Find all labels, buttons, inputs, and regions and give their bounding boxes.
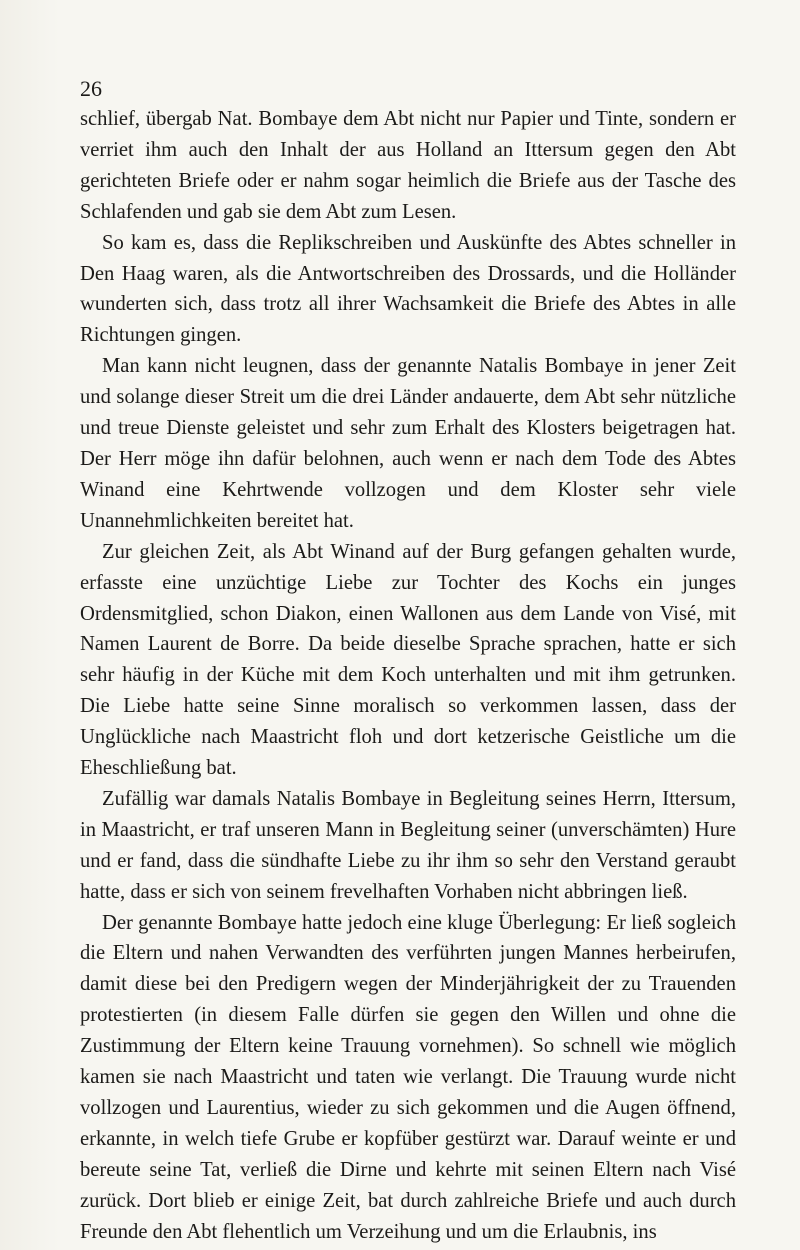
paragraph-4: Zur gleichen Zeit, als Abt Winand auf der Burg gefangen gehalten wurde, erfasste eine unzüchtige Liebe zur Tochter des Kochs ein junges Ordensmitglied, schon Diakon, einen Wallonen aus dem Lande von Visé, mit Namen Laurent de Borre. Da beide dieselbe Sprache sprachen, hatte er sich sehr häufig in der Küche mit dem Koch unterhalten und mit ihm getrunken. Die Liebe hatte seine Sinne moralisch so verkommen lassen, dass der Unglückliche nach Maastricht floh und dort ketzerische Geistliche um die Eheschließung bat. [80,540,736,780]
paragraph-5: Zufällig war damals Natalis Bombaye in Begleitung seines Herrn, Ittersum, in Maastricht, er traf unseren Mann in Begleitung seiner (unverschämten) Hure und er fand, dass die sündhafte Liebe zu ihr ihm so sehr den Verstand geraubt hatte, dass er sich von seinem frevelhaften Vorhaben nicht abbringen ließ. [80,787,736,903]
page-number: 26 [80,76,102,101]
paragraph-6: Der genannte Bombaye hatte jedoch eine kluge Überlegung: Er ließ sogleich die Eltern und nahen Verwandten des verführten jungen Mannes herbeirufen, damit diese bei den Predigern wegen der Minderjährigkeit der zu Trauenden protestierten (in diesem Falle dürfen sie gegen den Willen und ohne die Zustimmung der Eltern keine Trauung vornehmen). So schnell wie möglich kamen sie nach Maastricht und taten wie verlangt. Die Trauung wurde nicht vollzogen und Laurentius, wieder zu sich gekommen und die Augen öffnend, erkannte, in welch tiefe Grube er kopfüber gestürzt war. Darauf weinte er und bereute seine Tat, verließ die Dirne und kehrte mit seinen Eltern nach Visé zurück. Dort blieb er einige Zeit, bat durch zahlreiche Briefe und auch durch Freunde den Abt flehentlich um Verzeihung und um die Erlaubnis, ins [80,911,736,1243]
paragraph-1: schlief, übergab Nat. Bombaye dem Abt nicht nur Papier und Tinte, sondern er verriet ihm auch den Inhalt der aus Holland an Ittersum gegen den Abt gerichteten Briefe oder er nahm sogar heimlich die Briefe aus der Tasche des Schlafenden und gab sie dem Abt zum Lesen. [80,108,736,223]
paragraph-3: Man kann nicht leugnen, dass der genannte Natalis Bombaye in jener Zeit und solange dieser Streit um die drei Länder andauerte, dem Abt sehr nützliche und treue Dienste geleistet und sehr zum Erhalt des Klosters beigetragen hat. Der Herr möge ihn dafür belohnen, auch wenn er nach dem Tode des Abtes Winand eine Kehrtwende vollzogen und dem Kloster sehr viele Unannehmlichkeiten bereitet hat. [80,355,736,532]
paragraph-2: So kam es, dass die Replikschreiben und Auskünfte des Abtes schneller in Den Haag waren, als die Antwortschreiben des Drossards, und die Holländer wunderten sich, dass trotz all ihrer Wachsamkeit die Briefe des Abtes in alle Richtungen gingen. [80,231,736,347]
body-text [80,104,736,1248]
